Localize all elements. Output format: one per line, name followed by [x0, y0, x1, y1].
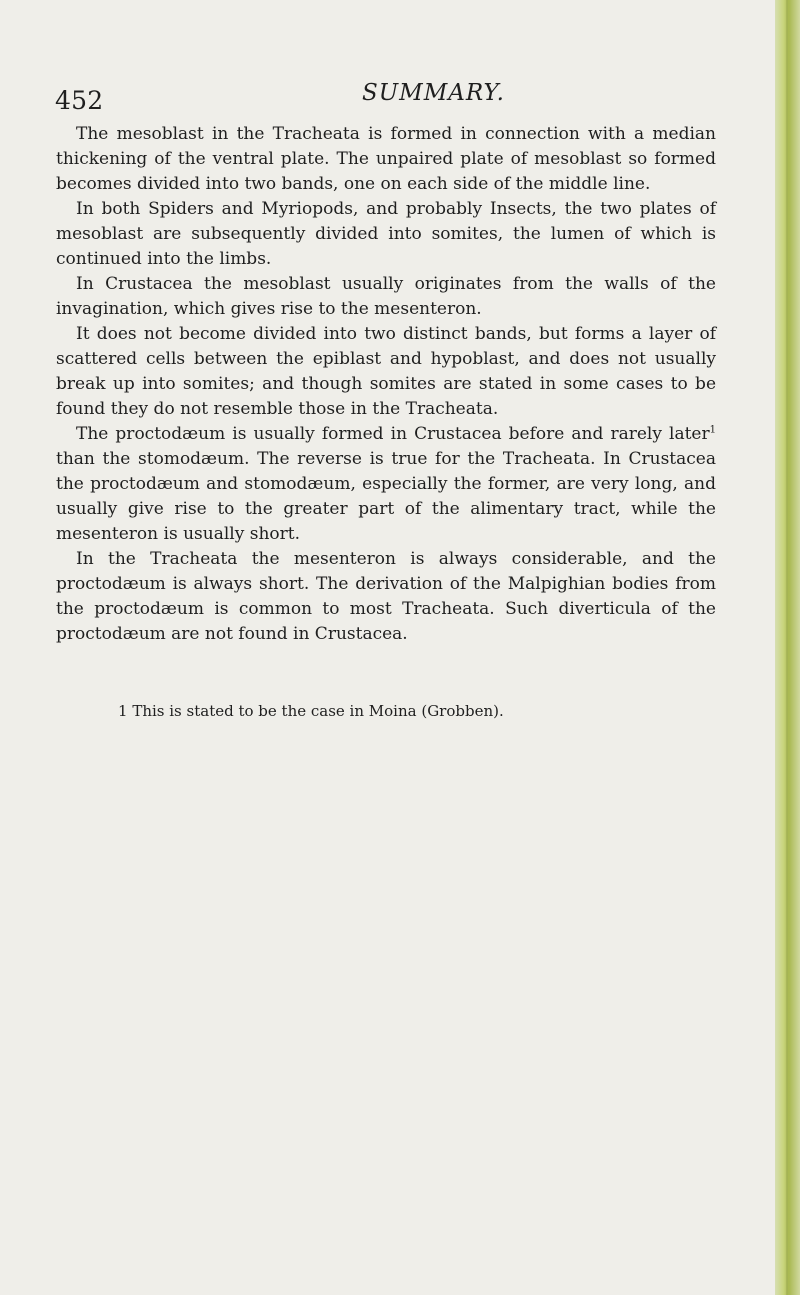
running-head: SUMMARY. [362, 80, 505, 106]
paragraph-proctodaeum [56, 422, 716, 547]
paragraph-mesoblast-bands: It does not become divided into two distinct bands, but forms a layer of scattered cells between the epiblast and hypoblast, and does not usually break up into somites; and though somites are stated in some cases to be found they do not resemble those in the Tracheata. [56, 324, 716, 419]
paragraph-mesoblast-tracheata: The mesoblast in the Tracheata is formed in connection with a median thickening of the ventral plate. The unpaired plate of mesoblast so formed becomes divided into two bands, one on each side of the middle line. [56, 124, 716, 194]
paragraph-spiders-myriopods: In both Spiders and Myriopods, and probably Insects, the two plates of mesoblast are subsequently divided into somites, the lumen of which is continued into the limbs. [56, 199, 716, 269]
footnote [118, 700, 504, 722]
page-edge-line [786, 0, 788, 1295]
footnote-reference: 1 [709, 424, 716, 436]
paragraph-mesenteron-tracheata: In the Tracheata the mesenteron is always considerable, and the proctodæum is always short. The derivation of the Malpighian bodies from the proctodæum is common to most Tracheata. Such diverticula of the proctodæum are not found in Crustacea. [56, 549, 716, 644]
paragraph-proctodaeum-end: than the stomodæum. The reverse is true for the Tracheata. In Crustacea the proctodæum and stomodæum, especially the former, are very long, and usually give rise to the greater part of the alimentary tract, while the mesenteron is usually short. [56, 449, 716, 544]
footnote-text: This is stated to be the case in Moina (Grobben). [132, 702, 504, 720]
page-number: 452 [55, 86, 104, 115]
page-header [0, 80, 775, 120]
footnote-marker: 1 [118, 702, 128, 720]
paragraph-proctodaeum-start: The proctodæum is usually formed in Crustacea before and rarely later [76, 424, 710, 444]
paragraph-crustacea-mesoblast: In Crustacea the mesoblast usually originates from the walls of the invagination, which gives rise to the mesenteron. [56, 274, 716, 319]
main-text [56, 122, 716, 647]
